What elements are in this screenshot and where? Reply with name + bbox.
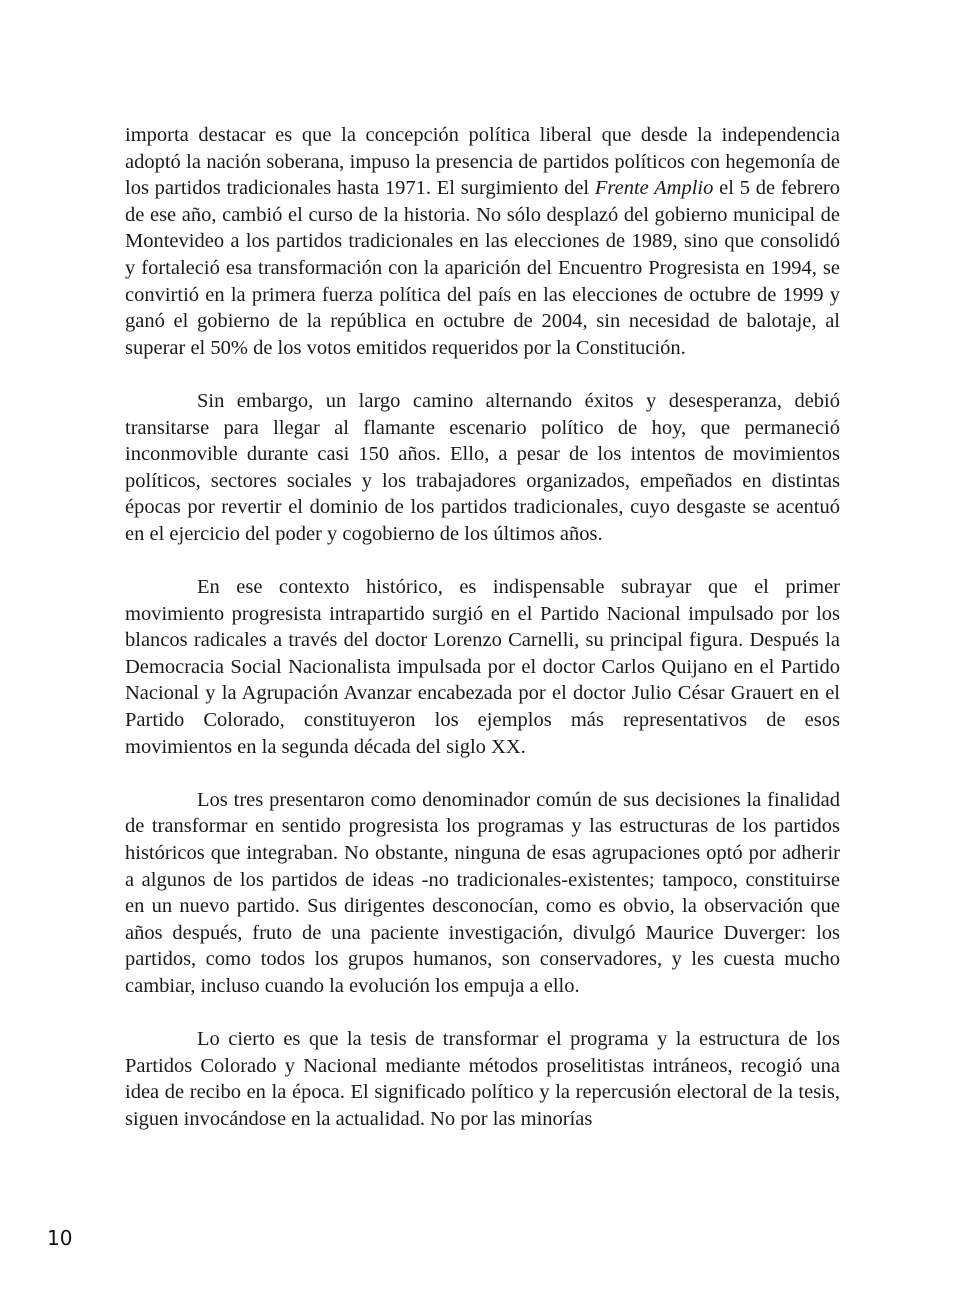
paragraph-3: En ese contexto histórico, es indispensable subrayar que el primer movimiento progresista intrapartido surgió en el Partido Nacional impulsado por los blancos radicales a través del doctor Lorenzo Carnelli, su principal figura. Después la Democracia Social Nacionalista impulsada por el doctor Carlos Quijano en el Partido Nacional y la Agrupación Avanzar encabezada por el doctor Julio César Grauert en el Partido Colorado, constituyeron los ejemplos más representativos de esos movimientos en la segunda década del siglo XX. (125, 576, 840, 758)
body-text (125, 122, 840, 1133)
paragraph-1-end: el 5 de febrero de ese año, cambió el curso de la historia. No sólo desplazó del gobierno municipal de Montevideo a los partidos tradicionales en las elecciones de 1989, sino que consolidó y fortaleció esa transformación con la aparición del Encuentro Progresista en 1994, se convirtió en la primera fuerza política del país en las elecciones de octubre de 1999 y ganó el gobierno de la república en octubre de 2004, sin necesidad de balotaje, al superar el 50% de los votos emitidos requeridos por la Constitución. (125, 177, 840, 359)
paragraph-4: Los tres presentaron como denominador común de sus decisiones la finalidad de transformar en sentido progresista los programas y las estructuras de los partidos históricos que integraban. No obstante, ninguna de esas agrupaciones optó por adherir a algunos de los partidos de ideas -no tradicionales-existentes; tampoco, constituirse en un nuevo partido. Sus dirigentes desconocían, como es obvio, la observación que años después, fruto de una paciente investigación, divulgó Maurice Duverger: los partidos, como todos los grupos humanos, son conservadores, y les cuesta mucho cambiar, incluso cuando la evolución los empuja a ello. (125, 788, 840, 997)
paragraph-1 (125, 122, 840, 361)
paragraph-5: Lo cierto es que la tesis de transformar el programa y la estructura de los Partidos Colorado y Nacional mediante métodos proselitistas intráneos, recogió una idea de recibo en la época. El significado político y la repercusión electoral de la tesis, siguen invocándose en la actualidad. No por las minorías (125, 1028, 840, 1130)
page-number: 10 (47, 1226, 73, 1250)
paragraph-1-start: importa destacar es que la concepción política liberal que desde la independencia adoptó la nación soberana, impuso la presencia de partidos políticos con hegemonía de los partidos tradicionales hasta 1971. El surgimiento del (125, 124, 840, 200)
frente-amplio-italic: Frente Amplio (594, 177, 714, 200)
paragraph-2: Sin embargo, un largo camino alternando éxitos y desesperanza, debió transitarse para llegar al flamante escenario político de hoy, que permaneció inconmovible durante casi 150 años. Ello, a pesar de los intentos de movimientos políticos, sectores sociales y los trabajadores organizados, empeñados en distintas épocas por revertir el dominio de los partidos tradicionales, cuyo desgaste se acentuó en el ejercicio del poder y cogobierno de los últimos años. (125, 389, 840, 545)
